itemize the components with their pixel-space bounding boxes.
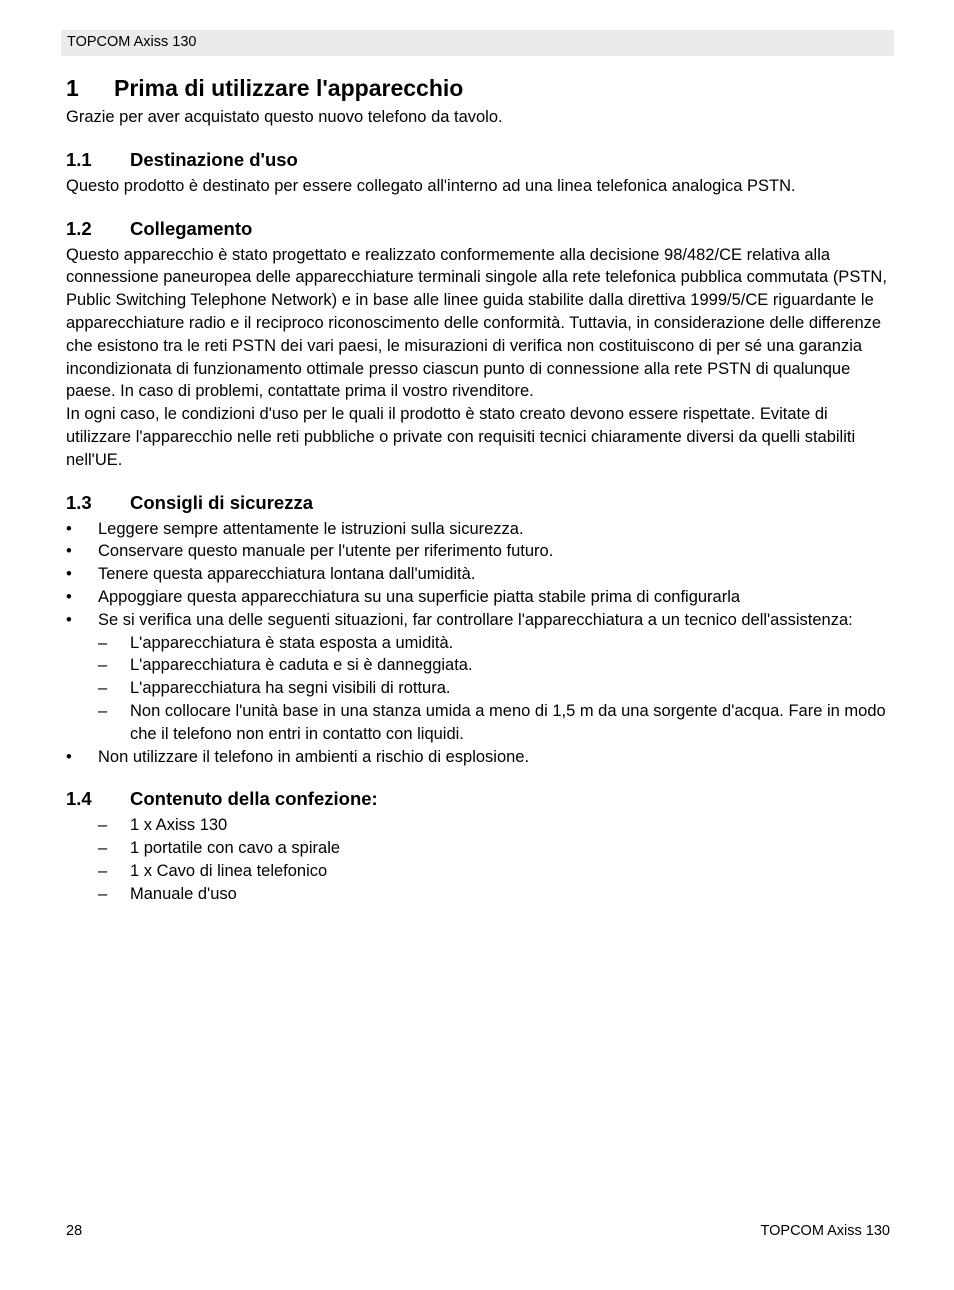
package-contents-list <box>66 814 892 905</box>
list-item: – 1 x Cavo di linea telefonico <box>66 860 892 883</box>
section-heading-1-4 <box>66 787 892 810</box>
sub-list-item: – L'apparecchiatura è caduta e si è danneggiata. <box>98 654 892 677</box>
sub-list-item: – L'apparecchiatura è stata esposta a umidità. <box>98 632 892 655</box>
section-number: 1.1 <box>66 148 92 170</box>
page-content <box>66 70 892 906</box>
section-1-1-text: Questo prodotto è destinato per essere collegato all'interno ad una linea telefonica analogica PSTN. <box>66 176 796 195</box>
sub-list-item: – L'apparecchiatura ha segni visibili di rottura. <box>98 677 892 700</box>
section-1-2-paragraph-1: Questo apparecchio è stato progettato e realizzato conformemente alla decisione 98/482/CE relativa alla connessione paneuropea delle apparecchiature terminali singole alla rete telefonica pubblica commutata (PSTN, Public Switching Telephone Network) e in base alle linee guida stabilite dalla direttiva 1999/5/CE riguardante le apparecchiature radio e il reciproco riconoscimento delle conformità. Tuttavia, in considerazione delle differenze che esistono tra le reti PSTN dei vari paesi, le misurazioni di verifica non costituiscono di per sé una garanzia incondizionata di funzionamento ottimale presso ciascun punto di connessione alla rete PSTN di qualunque paese. In caso di problemi, contattate prima il vostro rivenditore. <box>66 245 887 401</box>
section-heading-1-2 <box>66 217 892 240</box>
chapter-title: Prima di utilizzare l'apparecchio <box>114 75 464 101</box>
sub-list <box>98 632 892 746</box>
section-heading-1-1 <box>66 148 892 171</box>
page-number: 28 <box>66 1223 83 1239</box>
section-title: Destinazione d'uso <box>130 148 298 170</box>
list-item: • Conservare questo manuale per l'utente per riferimento futuro. <box>66 540 892 563</box>
safety-list <box>66 518 892 769</box>
section-number: 1.4 <box>66 788 92 810</box>
list-item-text: Se si verifica una delle seguenti situazioni, far controllare l'apparecchiatura a un tecnico dell'assistenza: <box>98 610 853 629</box>
chapter-number: 1 <box>66 75 79 101</box>
chapter-heading <box>66 70 892 106</box>
section-title: Collegamento <box>130 217 253 239</box>
footer-product: TOPCOM Axiss 130 <box>760 1223 890 1239</box>
section-number: 1.2 <box>66 217 92 239</box>
list-item: – Manuale d'uso <box>66 883 892 906</box>
list-item-with-sublist <box>66 609 892 746</box>
section-number: 1.3 <box>66 491 92 513</box>
section-1-2-paragraph-2: In ogni caso, le condizioni d'uso per le quali il prodotto è stato creato devono essere rispettate. Evitate di utilizzare l'apparecchio nelle reti pubbliche o private con requisiti tecnici chiaramente diversi da quelli stabiliti nell'UE. <box>66 405 856 469</box>
running-header <box>61 30 894 56</box>
chapter-intro: Grazie per aver acquistato questo nuovo telefono da tavolo. <box>66 108 503 126</box>
list-item: • Tenere questa apparecchiatura lontana dall'umidità. <box>66 563 892 586</box>
list-item: – 1 portatile con cavo a spirale <box>66 837 892 860</box>
header-title: TOPCOM Axiss 130 <box>67 34 197 50</box>
list-item: – 1 x Axiss 130 <box>66 814 892 837</box>
list-item: • Non utilizzare il telefono in ambienti a rischio di esplosione. <box>66 746 892 769</box>
sub-list-item: – Non collocare l'unità base in una stanza umida a meno di 1,5 m da una sorgente d'acqua. Fare in modo che il telefono non entri in contatto con liquidi. <box>98 700 892 746</box>
section-title: Contenuto della confezione: <box>130 788 378 810</box>
section-heading-1-3 <box>66 491 892 514</box>
list-item: • Leggere sempre attentamente le istruzioni sulla sicurezza. <box>66 518 892 541</box>
section-title: Consigli di sicurezza <box>130 491 313 513</box>
list-item: • Appoggiare questa apparecchiatura su una superficie piatta stabile prima di configurarla <box>66 586 892 609</box>
